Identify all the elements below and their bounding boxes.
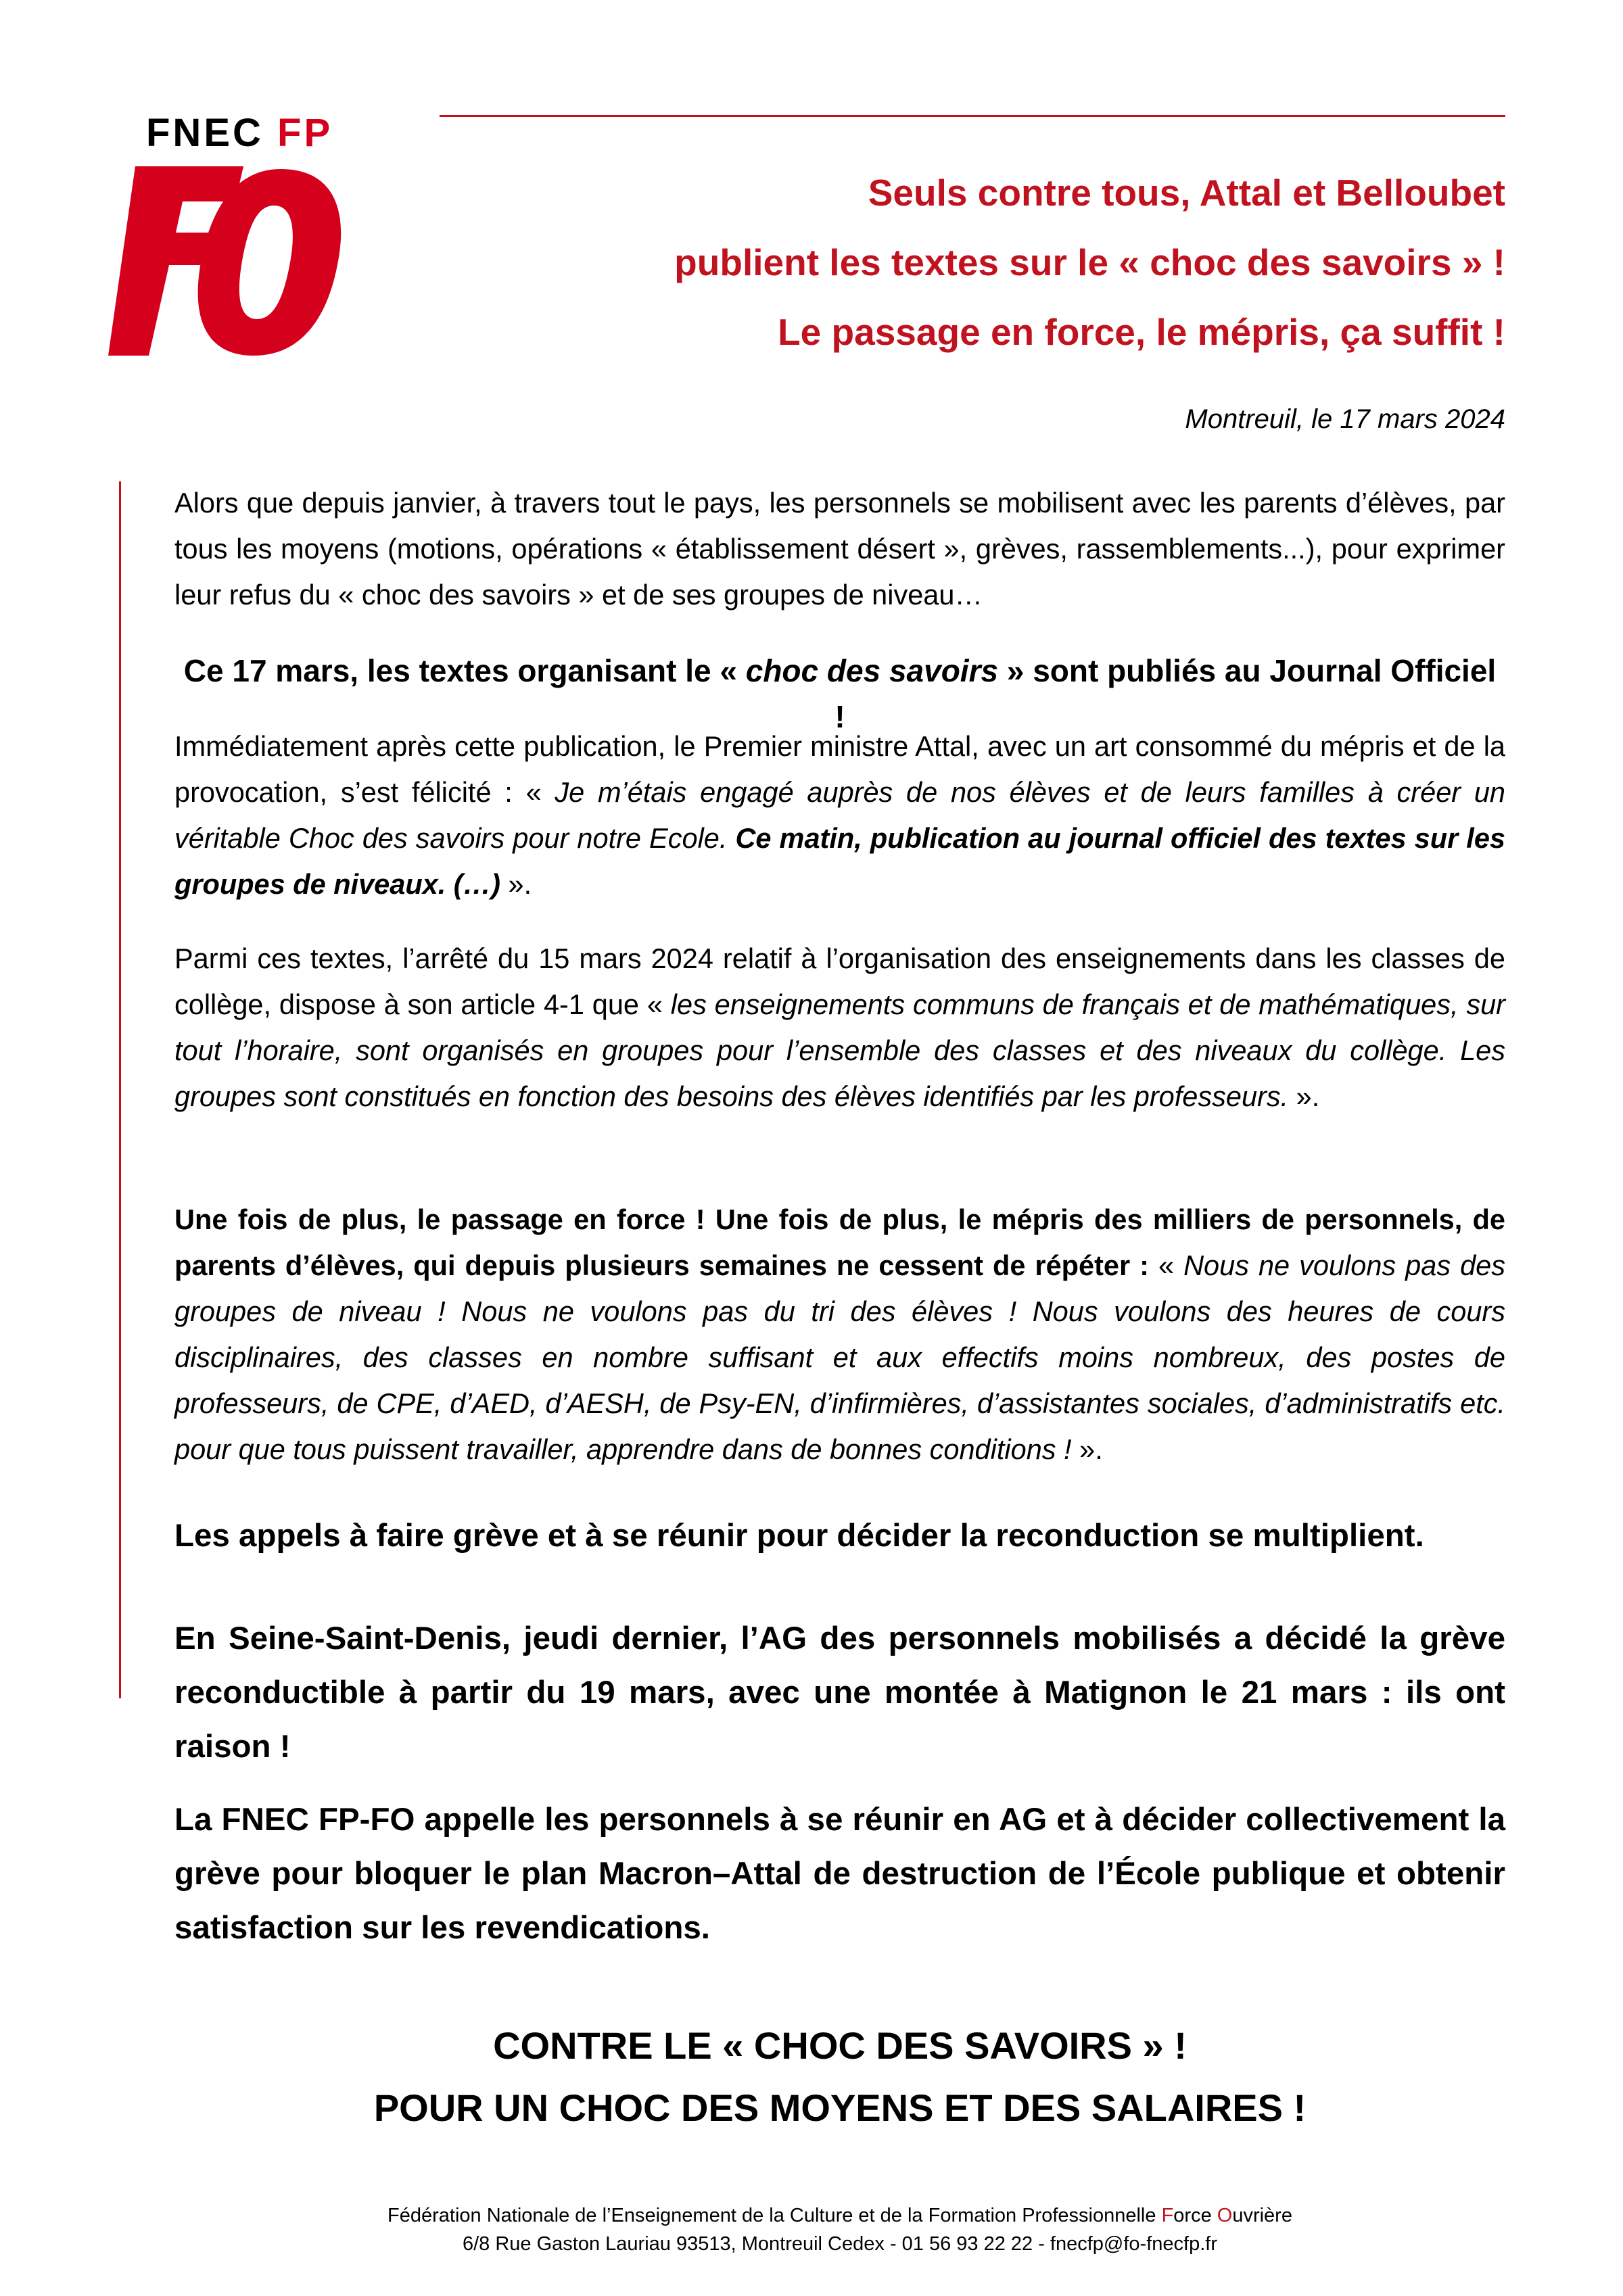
lead-text-c: » sont publiés au Journal Officiel ! — [834, 653, 1497, 734]
lead-text-a: Ce 17 mars, les textes organisant le « — [183, 653, 746, 688]
footer-text-a: Fédération Nationale de l’Enseignement de la Culture et de la Formation Professionnelle — [387, 2205, 1162, 2226]
slogan-line-2: POUR UN CHOC DES MOYENS ET DES SALAIRES ! — [373, 2086, 1307, 2129]
logo-fo-mark — [108, 153, 358, 369]
paragraph-attal-quote — [174, 723, 1505, 907]
p3-text-c: ». — [1288, 1080, 1320, 1112]
paragraph-appels: Les appels à faire grève et à se réunir pour décider la reconduction se multiplient. — [174, 1518, 1424, 1554]
header-rule — [440, 115, 1505, 117]
lead-text-italic: choc des savoirs — [745, 653, 999, 688]
footer-text-b: orce — [1173, 2205, 1217, 2226]
p3-quote-italic: les enseignements communs de français et de mathématiques, sur tout l’horaire, sont organisés en groupes pour l’ensemble des classes et des niveaux du collège. Les groupes sont constitués en fonction des besoins des élèves identifiés par les professeurs. — [174, 988, 1505, 1112]
footer-organization — [174, 2201, 1505, 2230]
p2-text-d: ». — [500, 868, 532, 900]
slogan-line-1: CONTRE LE « CHOC DES SAVOIRS » ! — [493, 2024, 1187, 2067]
p2-text-a: Immédiatement après cette publication, le Premier ministre Attal, avec un art consommé du mépris et de la provocation, s’est félicité : « — [174, 730, 1505, 808]
footer-f: F — [1161, 2205, 1174, 2226]
logo-fp: FP — [277, 111, 333, 155]
paragraph-mepris — [174, 1197, 1505, 1473]
p4-text-d: ». — [1071, 1433, 1103, 1465]
fnec-fp-fo-logo — [108, 111, 358, 370]
p3-text-a: Parmi ces textes, l’arrêté du 15 mars 2024 relatif à l’organisation des enseignements dans les classes de collège, dispose à son article 4-1 que « — [174, 942, 1505, 1020]
dateline: Montreuil, le 17 mars 2024 — [1185, 404, 1505, 434]
p2-quote-italic: Je m’étais engagé auprès de nos élèves et de leurs familles à créer un véritable Choc des savoirs pour notre Ecole. — [174, 776, 1505, 854]
footer-address: 6/8 Rue Gaston Lauriau 93513, Montreuil Cedex - 01 56 93 22 22 - fnecfp@fo-fnecfp.fr — [462, 2233, 1217, 2255]
headline — [423, 158, 1505, 367]
logo-small-text — [146, 111, 333, 155]
p4-text-b: « — [1148, 1249, 1184, 1281]
p2-quote-bold-italic: Ce matin, publication au journal officiel des textes sur les groupes de niveaux. (…) — [174, 822, 1505, 900]
footer-text-c: uvrière — [1232, 2205, 1292, 2226]
headline-line-1: Seuls contre tous, Attal et Belloubet — [868, 172, 1505, 214]
paragraph-intro: Alors que depuis janvier, à travers tout le pays, les personnels se mobilisent avec les parents d’élèves, par tous les moyens (motions, opérations « établissement désert », grèves, rassemblements...), pour exprimer leur refus du « choc des savoirs » et de ses groupes de niveau… — [174, 487, 1505, 611]
paragraph-fnec-appel: La FNEC FP-FO appelle les personnels à se réunir en AG et à décider collectivement la grève pour bloquer le plan Macron–Attal de destruction de l’École publique et obtenir satisfaction sur les revendications. — [174, 1802, 1505, 1946]
footer-o: O — [1217, 2205, 1233, 2226]
logo-fnec: FNEC — [146, 111, 264, 155]
p4-text-bold: Une fois de plus, le passage en force ! Une fois de plus, le mépris des milliers de personnels, de parents d’élèves, qui depuis plusieurs semaines ne cessent de répéter : — [174, 1203, 1505, 1281]
side-rule — [119, 481, 121, 1698]
paragraph-seine-saint-denis: En Seine-Saint-Denis, jeudi dernier, l’AG des personnels mobilisés a décidé la grève reconductible à partir du 19 mars, avec une montée à Matignon le 21 mars : ils ont raison ! — [174, 1621, 1505, 1765]
headline-line-2: publient les textes sur le « choc des savoirs » ! — [674, 241, 1505, 283]
headline-line-3: Le passage en force, le mépris, ça suffit ! — [778, 311, 1505, 353]
paragraph-arrete — [174, 936, 1505, 1120]
p4-quote-italic: Nous ne voulons pas des groupes de niveau ! Nous ne voulons pas du tri des élèves ! Nous voulons des heures de cours disciplinaires, des classes en nombre suffisant et aux effectifs moins nombreux, des postes de professeurs, de CPE, d’AED, d’AESH, de Psy-EN, d’infirmières, d’assistantes sociales, d’administratifs etc. pour que tous puissent travailler, apprendre dans de bonnes conditions ! — [174, 1249, 1506, 1465]
